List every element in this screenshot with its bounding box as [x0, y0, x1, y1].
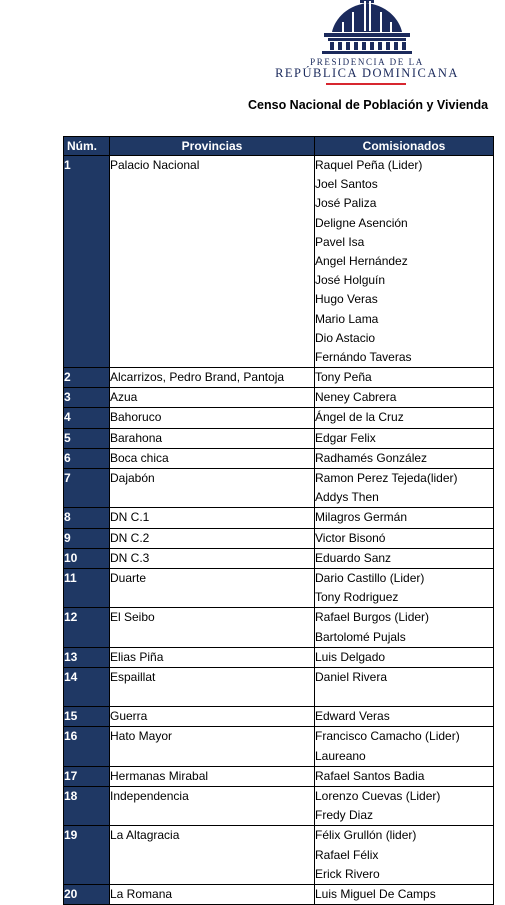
commissioner-name: Luis Miguel De Camps	[315, 886, 436, 901]
row-number: 8	[64, 508, 110, 528]
commissioner-name: Pavel Isa	[315, 234, 365, 249]
province-name: Alcarrizos, Pedro Brand, Pantoja	[110, 368, 315, 388]
commissioner-name: Angel Hernández	[315, 253, 408, 268]
table-row	[64, 787, 494, 826]
commissioners-cell	[315, 826, 494, 885]
province-name: Barahona	[110, 428, 315, 448]
commissioner-name: Ángel de la Cruz	[315, 410, 404, 425]
table-row	[64, 368, 494, 388]
document-header	[0, 0, 505, 130]
commissioners-cell	[315, 408, 494, 428]
commissioners-cell	[315, 156, 494, 368]
commissioner-name: Ramon Perez Tejeda(lider)	[315, 471, 458, 485]
commissioners-cell	[315, 508, 494, 528]
table-row	[64, 826, 494, 885]
province-name: Independencia	[110, 787, 315, 826]
table-row	[64, 647, 494, 667]
commissioners-table	[63, 136, 494, 905]
commissioner-name: Addys Then	[315, 490, 379, 505]
commissioner-name: Mario Lama	[315, 311, 379, 326]
row-number: 13	[64, 647, 110, 667]
row-number: 17	[64, 766, 110, 786]
province-name: La Romana	[110, 884, 315, 904]
palace-dome-logo-icon	[314, 0, 420, 56]
row-number: 4	[64, 408, 110, 428]
column-header-num: Núm.	[64, 137, 110, 156]
document-subtitle: Censo Nacional de Población y Vivienda	[248, 98, 489, 112]
commissioner-name: José Holguín	[315, 273, 386, 288]
table-row	[64, 667, 494, 706]
commissioner-name: Laureano	[315, 748, 366, 763]
row-number: 11	[64, 568, 110, 607]
org-name-line2: REPÚBLICA DOMINICANA	[275, 66, 459, 80]
table-row	[64, 469, 494, 508]
commissioners-cell	[315, 388, 494, 408]
table-body	[64, 156, 494, 905]
province-name: Boca chica	[110, 448, 315, 468]
commissioner-name: Dio Astacio	[315, 330, 376, 345]
row-number: 12	[64, 608, 110, 647]
table-row	[64, 548, 494, 568]
commissioner-name: Rafael Félix	[315, 847, 379, 862]
table-row	[64, 408, 494, 428]
table-row	[64, 608, 494, 647]
row-number: 19	[64, 826, 110, 885]
commissioner-name: Tony Peña	[315, 370, 372, 385]
row-number: 6	[64, 448, 110, 468]
commissioner-name: Erick Rivero	[315, 866, 380, 881]
table-row	[64, 707, 494, 727]
commissioners-cell	[315, 884, 494, 904]
row-number: 2	[64, 368, 110, 388]
commissioner-name: Bartolomé Pujals	[315, 629, 406, 644]
commissioner-name: Tony Rodriguez	[315, 590, 399, 605]
table-row	[64, 156, 494, 368]
row-number: 18	[64, 787, 110, 826]
commissioners-cell	[315, 528, 494, 548]
commissioner-name	[315, 687, 493, 706]
column-header-provincias: Provincias	[110, 137, 315, 156]
row-number: 10	[64, 548, 110, 568]
province-name: DN C.1	[110, 508, 315, 528]
commissioner-name: Rafael Santos Badia	[315, 768, 425, 783]
row-number: 15	[64, 707, 110, 727]
commissioners-cell	[315, 667, 494, 706]
province-name: Hato Mayor	[110, 727, 315, 766]
table-row	[64, 508, 494, 528]
table-row	[64, 766, 494, 786]
province-name: Palacio Nacional	[110, 156, 315, 368]
table-row	[64, 727, 494, 766]
commissioners-cell	[315, 548, 494, 568]
row-number: 14	[64, 667, 110, 706]
province-name: Azua	[110, 388, 315, 408]
commissioner-name: Hugo Veras	[315, 292, 378, 307]
commissioner-name: Deligne Asención	[315, 215, 408, 230]
table-row	[64, 428, 494, 448]
commissioner-name: Edward Veras	[315, 709, 390, 724]
province-name: La Altagracia	[110, 826, 315, 885]
commissioner-name: Dario Castillo (Lider)	[315, 570, 425, 585]
table-row	[64, 568, 494, 607]
commissioner-name: Milagros Germán	[315, 510, 408, 525]
commissioners-cell	[315, 428, 494, 448]
commissioner-name: Francisco Camacho (Lider)	[315, 729, 460, 744]
commissioner-name: Fredy Diaz	[315, 808, 374, 823]
table-row	[64, 388, 494, 408]
province-name: DN C.2	[110, 528, 315, 548]
commissioners-cell	[315, 647, 494, 667]
table-row	[64, 528, 494, 548]
accent-divider	[326, 83, 406, 85]
commissioner-name: Joel Santos	[315, 177, 378, 192]
province-name: Duarte	[110, 568, 315, 607]
commissioner-name: Félix Grullón (lider)	[315, 828, 417, 843]
commissioner-name: Luis Delgado	[315, 649, 386, 664]
province-name: Elias Piña	[110, 647, 315, 667]
commissioner-name: Daniel Rivera	[315, 669, 388, 684]
table-header-row	[64, 137, 494, 156]
commissioner-name: Lorenzo Cuevas (Lider)	[315, 789, 441, 803]
row-number: 3	[64, 388, 110, 408]
commissioner-name: Fernándo Taveras	[315, 349, 412, 364]
commissioners-cell	[315, 448, 494, 468]
province-name: El Seibo	[110, 608, 315, 647]
commissioners-cell	[315, 766, 494, 786]
province-name: Guerra	[110, 707, 315, 727]
province-name: Espaillat	[110, 667, 315, 706]
province-name: DN C.3	[110, 548, 315, 568]
column-header-comisionados: Comisionados	[315, 137, 494, 156]
commissioner-name: Rafael Burgos (Lider)	[315, 610, 430, 625]
commissioner-name: Eduardo Sanz	[315, 550, 392, 565]
org-name-line1: PRESIDENCIA DE LA	[310, 57, 424, 67]
commissioner-name: Edgar Felix	[315, 430, 376, 445]
table-row	[64, 884, 494, 904]
province-name: Hermanas Mirabal	[110, 766, 315, 786]
row-number: 5	[64, 428, 110, 448]
commissioner-name: José Paliza	[315, 196, 377, 211]
commissioners-cell	[315, 727, 494, 766]
commissioner-name: Radhamés González	[315, 450, 428, 465]
commissioners-cell	[315, 568, 494, 607]
row-number: 20	[64, 884, 110, 904]
province-name: Bahoruco	[110, 408, 315, 428]
row-number: 7	[64, 469, 110, 508]
row-number: 9	[64, 528, 110, 548]
commissioners-cell	[315, 707, 494, 727]
row-number: 1	[64, 156, 110, 368]
province-name: Dajabón	[110, 469, 315, 508]
commissioners-cell	[315, 469, 494, 508]
commissioner-name: Raquel Peña (Lider)	[315, 158, 423, 172]
commissioners-cell	[315, 787, 494, 826]
row-number: 16	[64, 727, 110, 766]
table-row	[64, 448, 494, 468]
commissioners-cell	[315, 608, 494, 647]
commissioners-cell	[315, 368, 494, 388]
commissioner-name: Victor Bisonó	[315, 530, 386, 545]
commissioner-name: Neney Cabrera	[315, 390, 397, 405]
